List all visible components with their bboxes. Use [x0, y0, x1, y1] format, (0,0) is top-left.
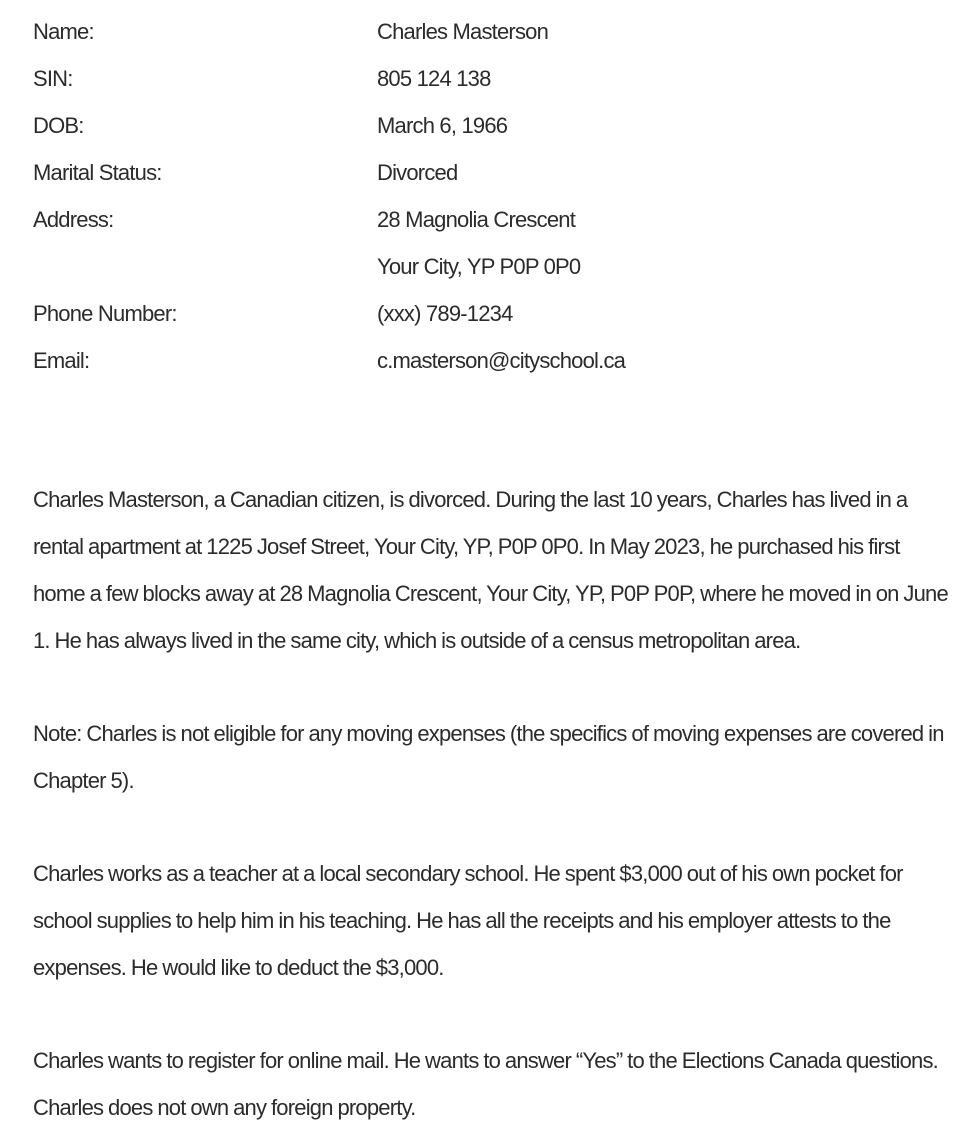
info-row-name — [33, 8, 933, 55]
email-label: Email: — [33, 348, 90, 373]
info-row-dob — [33, 102, 933, 149]
dob-value: March 6, 1966 — [377, 113, 508, 138]
client-info-table — [33, 8, 933, 384]
info-row-email — [33, 337, 933, 384]
sin-value: 805 124 138 — [377, 66, 491, 91]
phone-label: Phone Number: — [33, 301, 177, 326]
narrative-section — [33, 476, 953, 1131]
filing-paragraph: Charles wants to register for online mail. He wants to answer “Yes” to the Elections Canada questions. Charles does not own any foreign property. — [33, 1048, 938, 1120]
email-value: c.masterson@cityschool.ca — [377, 348, 626, 373]
note-paragraph: Note: Charles is not eligible for any moving expenses (the specifics of moving expenses are covered in Chapter 5). — [33, 721, 944, 793]
dob-label: DOB: — [33, 113, 84, 138]
phone-value: (xxx) 789-1234 — [377, 301, 513, 326]
name-label: Name: — [33, 19, 94, 44]
marital-status-label: Marital Status: — [33, 160, 162, 185]
marital-status-value: Divorced — [377, 160, 458, 185]
info-row-address — [33, 196, 933, 290]
residence-paragraph: Charles Masterson, a Canadian citizen, is divorced. During the last 10 years, Charles has lived in a rental apartment at 1225 Josef Street, Your City, YP, P0P 0P0. In May 2023, he purchased his first home a few blocks away at 28 Magnolia Crescent, Your City, YP, P0P P0P, where he moved in on June 1. He has always lived in the same city, which is outside of a census metropolitan area. — [33, 487, 948, 653]
info-row-marital-status — [33, 149, 933, 196]
info-row-phone — [33, 290, 933, 337]
employment-paragraph: Charles works as a teacher at a local secondary school. He spent $3,000 out of his own pocket for school supplies to help him in his teaching. He has all the receipts and his employer attests to the expenses. He would like to deduct the $3,000. — [33, 861, 903, 980]
info-row-sin — [33, 55, 933, 102]
name-value: Charles Masterson — [377, 19, 549, 44]
address-label: Address: — [33, 207, 114, 232]
address-line-2: Your City, YP P0P 0P0 — [377, 254, 581, 279]
address-line-1: 28 Magnolia Crescent — [377, 207, 576, 232]
sin-label: SIN: — [33, 66, 73, 91]
